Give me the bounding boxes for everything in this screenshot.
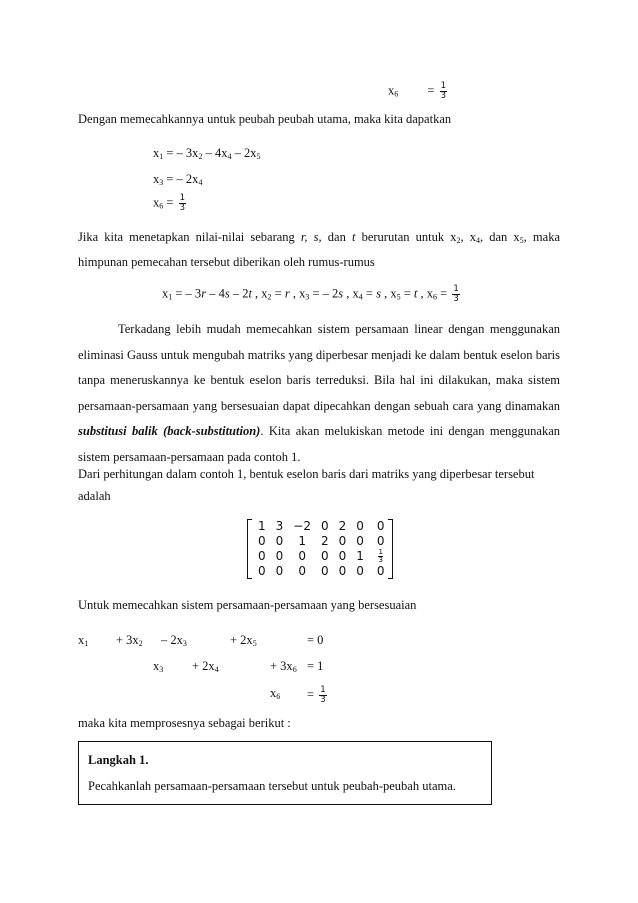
back-substitution-paragraph: Terkadang lebih mudah memecahkan sistem persamaan linear dengan menggunakan eliminasi Gauss untuk mengubah matriks yang diperbesar menjadi ke dalam bentuk eselon baris tanpa meneruskannya ke bentuk eselon baris terreduksi. Bila hal ini dilakukan, maka sistem persamaan-persamaan yang bersesuaian dapat dipecahkan dengan sebuah cara yang dinamakan substitusi balik (back-substitution). Kita akan melukiskan metode ini dengan menggunakan sistem persamaan-persamaan pada contoh 1. [78,322,561,464]
matrix-row: 1 3 −2 0 2 0 0 [258,519,385,533]
adalah-word: adalah [78,489,111,503]
fraction: $\frac{1}{3}$ [179,193,185,213]
step-box [78,741,492,805]
intro-sentence: Dengan memecahkannya untuk peubah peubah utama, maka kita dapatkan [78,112,452,126]
matrix-row: 0 0 0 0 0 1 $\frac{1}{3}$ [258,548,383,564]
fraction: $\frac{1}{3}$ [453,284,459,304]
param-sentence-line2: himpunan pemecahan tersebut diberikan oleh rumus-rumus [78,255,375,269]
solved-eq-1: $x_1$ = – $3x_2 - 4x_4 - 2x_5$ [153,146,261,161]
matrix-row: 0 0 1 2 0 0 0 [258,534,385,548]
term-back-substitution: substitusi balik (back-substitution) [78,424,261,438]
from-calc-sentence: Dari perhitungan dalam contoh 1, bentuk eselon baris dari matriks yang diperbesar tersebut [78,467,535,481]
fraction: $\frac{1}{3}$ [320,685,326,705]
step-title: Langkah 1. [88,753,149,767]
system-row-2: $x_3$ + $2x_4$ + $3x_6$ = 1 [153,659,324,674]
parametric-solution: $x_1$ = – 3r – 4s – 2t , $x_2 = r$ , $x_3$ = – 2s , $x_4 = s$ , $x_5 = t$ , $x_6$ = $\frac{1}{3}$ [162,284,459,304]
equation-x6: $x_6$ = $\frac{1}{3}$ [388,81,446,101]
left-bracket [247,519,252,579]
system-row-3: $x_6$ = $\frac{1}{3}$ [270,685,326,705]
matrix-table [253,519,390,579]
matrix-fraction: $\frac{1}{3}$ [378,548,383,564]
matrix-row: 0 0 0 0 0 0 0 [258,564,385,578]
param-sentence-line1: Jika kita menetapkan nilai-nilai sebarang r, s, dan t berurutan untuk $x_2$, $x_4$, dan $x_5$, maka [78,230,560,245]
solved-eq-3: $x_6$ = $\frac{1}{3}$ [153,193,185,213]
fraction: $\frac{1}{3}$ [440,81,446,101]
untuk-sentence: Untuk memecahkan sistem persamaan-persamaan yang bersesuaian [78,598,417,612]
system-row-1: $x_1$ + $3x_2$ – $2x_3$ + $2x_5$ = 0 [78,633,324,648]
step-body: Pecahkanlah persamaan-persamaan tersebut untuk peubah-peubah utama. [88,779,456,793]
maka-sentence: maka kita memprosesnya sebagai berikut : [78,716,291,730]
augmented-matrix [247,519,393,579]
solved-eq-2: $x_3$ = – $2x_4$ [153,172,203,187]
